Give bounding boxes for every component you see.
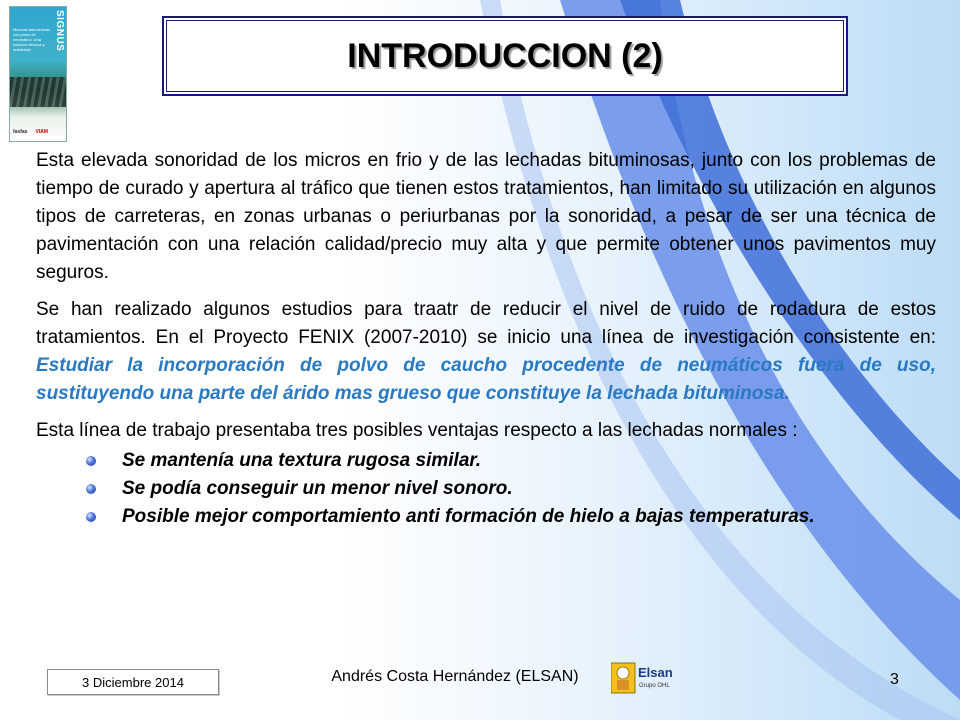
paragraph-2-text: Se han realizado algunos estudios para traatr de reducir el nivel de ruido de rodadura de estos tratamientos. En el Proyecto FENIX (2007-2010) se inicio una línea de investigación consistente en: xyxy=(36,299,936,348)
advantages-list xyxy=(36,447,936,531)
paragraph-3 xyxy=(36,417,936,445)
cover-text: Mezclas bituminosas con polvo de neumático. Una solución técnica y ambiental. xyxy=(13,27,51,52)
slide-title: INTRODUCCION (2) xyxy=(347,36,663,75)
bullet-icon xyxy=(86,512,96,522)
signus-cover-image xyxy=(9,6,67,142)
list-item-text: Se mantenía una textura rugosa similar. xyxy=(122,450,482,471)
cover-brand-label: SIGNUS xyxy=(54,10,65,52)
cover-logo-right: VIAM xyxy=(35,129,48,135)
footer-date: 3 Diciembre 2014 xyxy=(82,674,184,690)
footer-author: Andrés Costa Hernández (ELSAN) xyxy=(331,668,579,685)
paragraph-1-text: Esta elevada sonoridad de los micros en frio y de las lechadas bituminosas, junto con los problemas de tiempo de curado y apertura al tráfico que tienen estos tratamientos, han limitado su utilización en algunos tipos de carreteras, en zonas urbanas o periurbanas por la sonoridad, a pesar de ser una técnica de pavimentación con una relación calidad/precio muy alta y que permite obtener unos pavimentos muy seguros. xyxy=(36,150,936,283)
page-number: 3 xyxy=(890,671,899,688)
list-item xyxy=(86,447,936,475)
paragraph-1 xyxy=(36,147,936,287)
list-item-text: Posible mejor comportamiento anti formación de hielo a bajas temperaturas. xyxy=(122,506,815,527)
elsan-logo-sub: Grupo OHL xyxy=(639,683,670,689)
cover-road-photo xyxy=(10,77,66,107)
list-item xyxy=(86,503,936,531)
list-item xyxy=(86,475,936,503)
list-item-text: Se podía conseguir un menor nivel sonoro. xyxy=(122,478,513,499)
title-box xyxy=(162,16,848,96)
paragraph-3-text: Esta línea de trabajo presentaba tres posibles ventajas respecto a las lechadas normales : xyxy=(36,420,798,441)
date-box xyxy=(47,669,219,695)
cover-logo-left: fasfas xyxy=(13,129,28,135)
paragraph-2-highlight: Estudiar la incorporación de polvo de caucho procedente de neumáticos fuera de uso, sustituyendo una parte del árido mas grueso que constituye la lechada bituminosa. xyxy=(36,355,936,404)
elsan-logo xyxy=(611,660,681,694)
cover-logos xyxy=(13,129,63,135)
elsan-logo-name: Elsan xyxy=(638,665,673,680)
bullet-icon xyxy=(86,456,96,466)
bullet-icon xyxy=(86,484,96,494)
paragraph-2 xyxy=(36,296,936,408)
slide-content xyxy=(36,147,936,531)
